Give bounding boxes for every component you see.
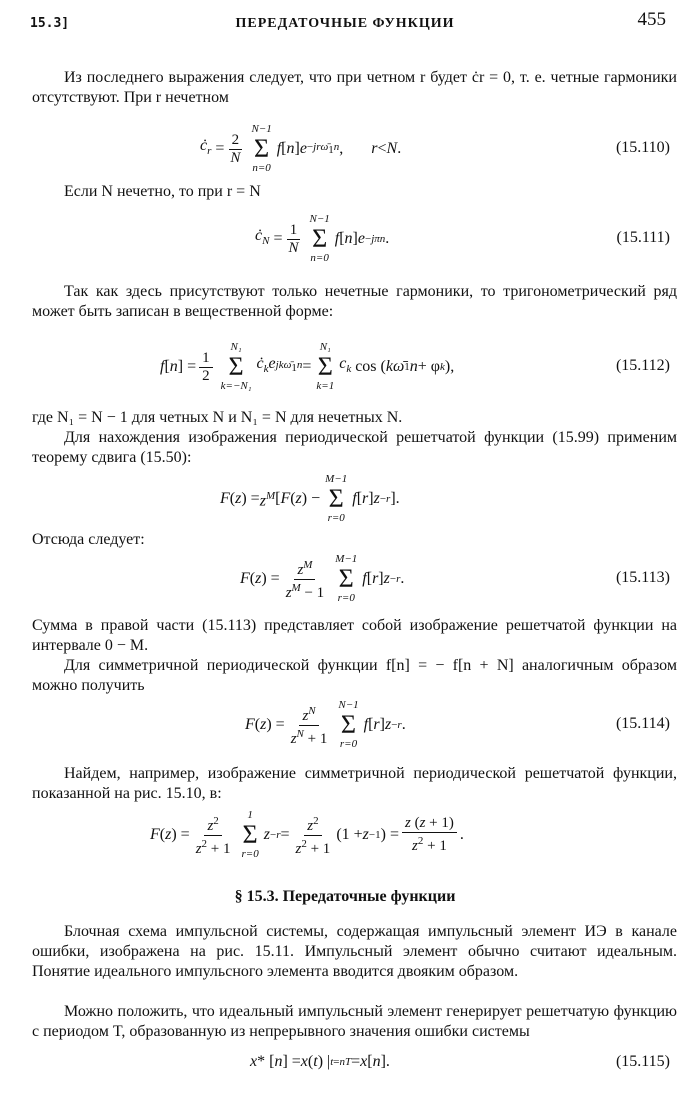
equation-shift-theorem: F ( z ) = $z^M$ [ F ( z ) − M−1 Σ r=0 f [ r ] z −r ]. <box>220 473 400 524</box>
paragraph-7: Сумма в правой части (15.113) представляет собой изображение решетчатой функции на интервале 0 − M. <box>32 617 677 654</box>
header-section: 15.3] <box>30 16 70 31</box>
equation-15-111: $ċ_N$ = $\frac{1}{N}$ N−1 Σ n=0 f [ n ] e −jπn . (15.111) <box>255 213 670 264</box>
equation-15-115: x * [ n ] = x ( t ) | t=nT = x [ n ]. (15.115) <box>250 1053 670 1070</box>
paragraph-10: Блочная схема импульсной системы, содержащая импульсный элемент ИЭ в канале ошибки, изображена на рис. 15.11. Импульсный элемент обычно считают идеальным. Понятие идеального импульсного элемента вводится двояким образом. <box>32 923 677 980</box>
equation-15-114: F ( z ) = $\frac{z^N}{z^N + 1}$ N−1 Σ r=0 f [ r ] z −r . (15.114) <box>245 699 670 750</box>
page-header <box>0 8 690 36</box>
paragraph-5: Для нахождения изображения периодической решетчатой функции (15.99) применим теорему сдвига (15.50): <box>32 429 677 466</box>
equation-number: (15.113) <box>615 569 670 586</box>
section-heading: § 15.3. Передаточные функции <box>234 888 456 905</box>
equation-number: (15.112) <box>615 357 670 374</box>
equation-15-110: $ċ_r$ = $\frac{2}{N}$ N−1 Σ n=0 f [ n ] e $-jr\omegā_1n$ , r < N . (15.110) <box>200 123 670 174</box>
equation-number: (15.110) <box>615 139 670 156</box>
paragraph-11: Можно положить, что идеальный импульсный элемент генерирует решетчатую функцию с периодом T, образованную из непрерывного значения ошибки системы <box>32 1003 677 1040</box>
paragraph-8: Для симметричной периодической функции f[n] = − f[n + N] аналогичным образом можно получить <box>32 657 677 694</box>
equation-example: F ( z ) = $\frac{z^2}{z^2 + 1}$ 1 Σ r=0 z −r = $\frac{z^2}{z^2 + 1}$ (1 + z −1 ) = $\frac{z (z + 1)}{z^2 + 1}$ . <box>150 809 464 860</box>
paragraph-6: Отсюда следует: <box>32 531 145 548</box>
paragraph-9: Найдем, например, изображение симметричной периодической решетчатой функции, показанной на рис. 15.10, в: <box>32 765 677 802</box>
equation-number: (15.114) <box>615 715 670 732</box>
equation-15-113: F ( z ) = $\frac{z^M}{z^M - 1}$ M−1 Σ r=0 f [ r ] z −r . (15.113) <box>240 553 670 604</box>
paragraph-4: где N₁ = N − 1 для четных N и N₁ = N для нечетных N. <box>32 409 403 426</box>
paragraph-1: Из последнего выражения следует, что при четном r будет ċr = 0, т. е. четные гармоники отсутствуют. При r нечетном <box>32 69 677 106</box>
header-title: ПЕРЕДАТОЧНЫЕ ФУНКЦИИ <box>235 16 455 31</box>
page-number: 455 <box>637 9 666 30</box>
equation-number: (15.115) <box>615 1053 670 1070</box>
equation-15-112: f [ n ] = $\frac{1}{2}$ N₁ Σ k=−N₁ $ċ_ke$ $jk\omegā_1n$ = N₁ Σ k=1 $c_k$ cos ( kω̄ 1 n + φ k ), (15.112) <box>160 341 670 392</box>
equation-number: (15.111) <box>616 229 670 246</box>
paragraph-3: Так как здесь присутствуют только нечетные гармоники, то тригонометрический ряд может быть записан в вещественной форме: <box>32 283 677 320</box>
paragraph-2: Если N нечетно, то при r = N <box>64 183 261 200</box>
